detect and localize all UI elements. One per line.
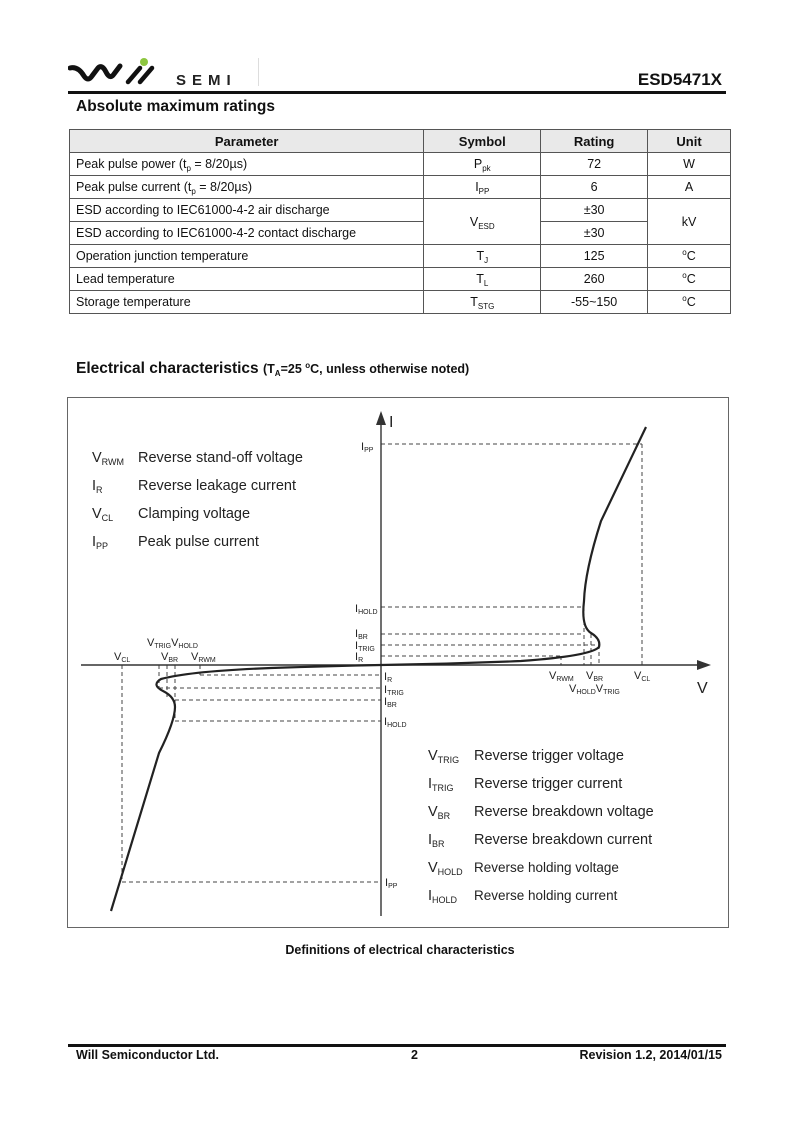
col-symbol: Symbol xyxy=(424,130,541,153)
legend-top xyxy=(92,450,303,551)
svg-text:IBR: IBR xyxy=(355,628,368,641)
table-row xyxy=(70,199,731,222)
col-rating: Rating xyxy=(541,130,648,153)
legend-bottom xyxy=(428,748,654,905)
footer-revision: Revision 1.2, 2014/01/15 xyxy=(579,1048,722,1062)
will-semi-logo xyxy=(68,58,258,90)
svg-text:Reverse breakdown current: Reverse breakdown current xyxy=(474,832,653,848)
header-rule xyxy=(68,91,726,94)
svg-text:IPP: $I_{PP}$ xyxy=(92,534,109,551)
param-cell: ESD according to IEC61000-4-2 air discharge xyxy=(70,199,424,222)
symbol-cell: $P_{pk}$ xyxy=(424,153,541,176)
svg-text:IR: IR xyxy=(384,671,393,684)
symbol-cell: $V_{ESD}$ xyxy=(424,199,541,245)
logo-separator xyxy=(258,58,259,86)
svg-text:VCL: VCL xyxy=(114,651,131,664)
rating-cell: 72 xyxy=(541,153,648,176)
svg-text:IR: IR xyxy=(355,651,364,664)
iv-curve-diagram xyxy=(68,398,730,929)
rating-cell: 125 xyxy=(541,245,648,268)
svg-text:SEMI: SEMI xyxy=(176,72,237,89)
unit-cell: W xyxy=(648,153,731,176)
y-axis-arrow-icon xyxy=(376,411,386,425)
unit-cell: $^o$C xyxy=(648,268,731,291)
svg-text:VBR: $V_{BR}$ xyxy=(428,804,451,821)
svg-text:Reverse trigger current: Reverse trigger current xyxy=(474,776,623,792)
svg-text:IR: $I_R$ xyxy=(92,478,103,495)
svg-text:I: I xyxy=(389,414,394,431)
param-cell: Peak pulse power $(t_p = 8/20\mu s)$ xyxy=(70,153,424,176)
section-title-ratings: Absolute maximum ratings xyxy=(76,98,275,115)
svg-text:Reverse stand-off voltage: Reverse stand-off voltage xyxy=(138,450,303,466)
param-cell: Lead temperature xyxy=(70,268,424,291)
iv-characteristic-figure xyxy=(67,397,729,928)
table-row xyxy=(70,268,731,291)
unit-cell: $^o$C xyxy=(648,245,731,268)
rating-cell: 260 xyxy=(541,268,648,291)
table-row xyxy=(70,245,731,268)
svg-text:Reverse leakage current: Reverse leakage current xyxy=(138,478,296,494)
x-axis-arrow-icon xyxy=(697,660,711,670)
svg-text:VHOLD: $V_{HOLD}$ xyxy=(428,860,463,877)
svg-text:Reverse trigger voltage: Reverse trigger voltage xyxy=(474,748,624,764)
svg-text:VTRIG: $V_{TRIG}$ xyxy=(428,748,460,765)
svg-text:VBR: VBR xyxy=(586,670,604,683)
svg-text:Clamping voltage: Clamping voltage xyxy=(138,506,251,522)
svg-text:V: V xyxy=(697,680,708,697)
svg-text:IPP: IPP xyxy=(361,441,374,454)
svg-text:VRWM: VRWM xyxy=(191,651,216,664)
col-unit: Unit xyxy=(648,130,731,153)
footer-page-number: 2 xyxy=(411,1048,418,1062)
symbol-cell: $T_{STG}$ xyxy=(424,291,541,314)
svg-text:Reverse holding voltage: Reverse holding voltage xyxy=(474,860,619,875)
table-row xyxy=(70,176,731,199)
rating-cell: ±30 xyxy=(541,222,648,245)
svg-text:Reverse holding current: Reverse holding current xyxy=(474,888,618,903)
table-row xyxy=(70,153,731,176)
symbol-cell: $I_{PP}$ xyxy=(424,176,541,199)
unit-cell: $^o$C xyxy=(648,291,731,314)
svg-text:IBR: IBR xyxy=(384,696,397,709)
table-row xyxy=(70,222,731,245)
part-number: ESD5471X xyxy=(637,70,722,89)
figure-caption: Definitions of electrical characteristics xyxy=(285,943,515,957)
svg-text:VBR: VBR xyxy=(161,651,179,664)
rating-cell: ±30 xyxy=(541,199,648,222)
svg-text:VRWM: $V_{RWM}$ xyxy=(92,450,125,467)
col-parameter: Parameter xyxy=(70,130,424,153)
svg-text:VTRIGVHOLD: VTRIGVHOLD xyxy=(147,637,198,650)
logo-mark-icon xyxy=(68,58,258,90)
unit-cell: A xyxy=(648,176,731,199)
rating-cell: -55~150 xyxy=(541,291,648,314)
svg-text:VRWM: VRWM xyxy=(549,670,574,683)
svg-text:VHOLDVTRIG: VHOLDVTRIG xyxy=(569,683,620,696)
table-row xyxy=(70,291,731,314)
rating-cell: 6 xyxy=(541,176,648,199)
param-cell: Peak pulse current $(t_p = 8/20\mu s)$ xyxy=(70,176,424,199)
svg-text:VCL: $V_{CL}$ xyxy=(92,506,114,523)
svg-text:ITRIG: ITRIG xyxy=(384,684,404,697)
table-header-row xyxy=(70,130,731,153)
footer-company: Will Semiconductor Ltd. xyxy=(76,1048,219,1062)
ratings-table xyxy=(69,129,731,314)
symbol-cell: $T_J$ xyxy=(424,245,541,268)
section-title-electrical: Electrical characteristics ($T_A=25$ $^o$C, unless otherwise noted) xyxy=(76,360,470,378)
svg-text:VCL: VCL xyxy=(634,670,651,683)
svg-text:Reverse breakdown voltage: Reverse breakdown voltage xyxy=(474,804,654,820)
unit-cell: kV xyxy=(648,199,731,245)
param-cell: Storage temperature xyxy=(70,291,424,314)
footer-rule xyxy=(68,1044,726,1047)
test-condition: ($T_A=25$ $^o$C, unless otherwise noted) xyxy=(262,361,470,378)
svg-text:IHOLD: IHOLD xyxy=(384,716,407,729)
svg-text:IBR: $I_{BR}$ xyxy=(428,832,445,849)
svg-text:ITRIG: ITRIG xyxy=(355,640,375,653)
param-cell: Operation junction temperature xyxy=(70,245,424,268)
svg-text:ITRIG: $I_{TRIG}$ xyxy=(428,776,454,793)
symbol-cell: $T_L$ xyxy=(424,268,541,291)
svg-text:Peak pulse current: Peak pulse current xyxy=(138,534,259,550)
svg-text:IHOLD: IHOLD xyxy=(355,603,378,616)
param-cell: ESD according to IEC61000-4-2 contact discharge xyxy=(70,222,424,245)
svg-text:IPP: IPP xyxy=(385,877,398,890)
svg-text:IHOLD: $I_{HOLD}$ xyxy=(428,888,458,905)
